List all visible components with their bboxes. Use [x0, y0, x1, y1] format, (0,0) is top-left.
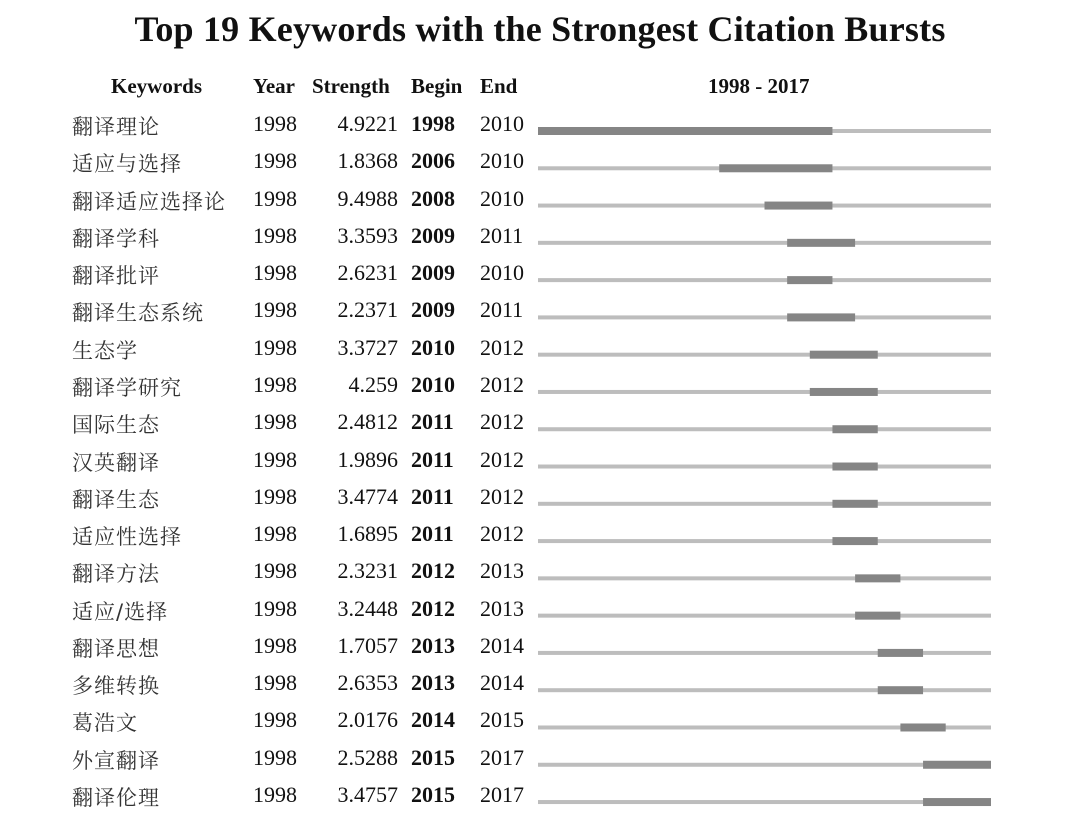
- end-cell: 2011: [480, 297, 524, 323]
- strength-cell: 3.4774: [337, 483, 398, 509]
- strength-cell: 4.9221: [337, 111, 398, 136]
- header-range: 1998 - 2017: [708, 74, 810, 98]
- keyword-cell: 翻译思想: [72, 636, 160, 661]
- strength-cell: 4.259: [348, 371, 398, 397]
- end-cell: 2012: [480, 521, 524, 547]
- year-cell: 1998: [253, 483, 297, 509]
- end-cell: 2017: [480, 744, 524, 770]
- strength-cell: 3.3593: [337, 222, 398, 248]
- begin-cell: 2012: [411, 595, 455, 621]
- burst-bar: [923, 761, 991, 769]
- timeline-baseline: [538, 539, 991, 543]
- keyword-cell: 汉英翻译: [72, 450, 160, 475]
- strength-cell: 1.9896: [337, 446, 398, 472]
- end-cell: 2014: [480, 670, 524, 696]
- end-cell: 2010: [480, 148, 524, 174]
- keyword-cell: 适应与选择: [72, 152, 182, 177]
- keyword-cell: 翻译方法: [72, 562, 160, 587]
- end-cell: 2012: [480, 409, 524, 435]
- year-cell: 1998: [253, 446, 297, 472]
- header-year: Year: [253, 74, 295, 98]
- timeline-baseline: [538, 278, 991, 282]
- begin-cell: 2010: [411, 371, 455, 397]
- keyword-cell: 适应/选择: [72, 599, 169, 624]
- keyword-cell: 翻译学科: [72, 226, 160, 251]
- year-cell: 1998: [253, 707, 297, 733]
- begin-cell: 2012: [411, 558, 455, 584]
- end-cell: 2012: [480, 483, 524, 509]
- keyword-cell: 适应性选择: [72, 525, 182, 550]
- keyword-cell: 翻译生态: [72, 487, 160, 512]
- end-cell: 2012: [480, 334, 524, 360]
- end-cell: 2013: [480, 595, 524, 621]
- strength-cell: 3.2448: [337, 595, 398, 621]
- begin-cell: 2011: [411, 521, 454, 547]
- end-cell: 2011: [480, 222, 524, 248]
- header-keywords: Keywords: [111, 74, 202, 98]
- strength-cell: 2.6353: [337, 670, 398, 696]
- keyword-cell: 翻译批评: [72, 264, 160, 289]
- year-cell: 1998: [253, 222, 297, 248]
- year-cell: 1998: [253, 334, 297, 360]
- timeline-baseline: [538, 427, 991, 431]
- burst-bar: [787, 313, 855, 321]
- burst-bar: [832, 537, 877, 545]
- year-cell: 1998: [253, 297, 297, 323]
- burst-bar: [878, 649, 923, 657]
- year-cell: 1998: [253, 521, 297, 547]
- timeline-baseline: [538, 465, 991, 469]
- header-end: End: [480, 74, 518, 98]
- burst-bar: [810, 351, 878, 359]
- end-cell: 2012: [480, 371, 524, 397]
- keyword-cell: 翻译学研究: [72, 375, 182, 400]
- begin-cell: 2011: [411, 446, 454, 472]
- end-cell: 2014: [480, 632, 524, 658]
- timeline-baseline: [538, 576, 991, 580]
- keyword-cell: 翻译适应选择论: [72, 189, 226, 214]
- header-strength: Strength: [312, 74, 390, 98]
- strength-cell: 2.2371: [337, 297, 398, 323]
- begin-cell: 2008: [411, 185, 455, 211]
- year-cell: 1998: [253, 185, 297, 211]
- year-cell: 1998: [253, 260, 297, 286]
- keyword-cell: 葛浩文: [72, 711, 138, 736]
- end-cell: 2010: [480, 185, 524, 211]
- strength-cell: 1.6895: [337, 521, 398, 547]
- year-cell: 1998: [253, 782, 297, 808]
- begin-cell: 2009: [411, 260, 455, 286]
- strength-cell: 2.4812: [337, 409, 398, 435]
- timeline-baseline: [538, 614, 991, 618]
- begin-cell: 2011: [411, 483, 454, 509]
- begin-cell: 2009: [411, 222, 455, 248]
- begin-cell: 1998: [411, 111, 455, 136]
- end-cell: 2017: [480, 782, 524, 808]
- strength-cell: 3.4757: [337, 782, 398, 808]
- strength-cell: 2.6231: [337, 260, 398, 286]
- end-cell: 2010: [480, 260, 524, 286]
- keyword-cell: 多维转换: [72, 674, 160, 699]
- keyword-cell: 国际生态: [72, 413, 160, 438]
- strength-cell: 1.8368: [337, 148, 398, 174]
- burst-bar: [832, 500, 877, 508]
- timeline-baseline: [538, 353, 991, 357]
- burst-bar: [538, 127, 832, 135]
- begin-cell: 2014: [411, 707, 455, 733]
- begin-cell: 2015: [411, 782, 455, 808]
- strength-cell: 2.5288: [337, 744, 398, 770]
- chart-title: Top 19 Keywords with the Strongest Citation Bursts: [134, 9, 946, 49]
- burst-bar: [719, 164, 832, 172]
- year-cell: 1998: [253, 558, 297, 584]
- keyword-cell: 翻译生态系统: [72, 301, 204, 326]
- end-cell: 2013: [480, 558, 524, 584]
- begin-cell: 2010: [411, 334, 455, 360]
- burst-bar: [900, 723, 945, 731]
- begin-cell: 2013: [411, 632, 455, 658]
- burst-bar: [765, 202, 833, 210]
- end-cell: 2010: [480, 111, 524, 136]
- end-cell: 2012: [480, 446, 524, 472]
- burst-bar: [787, 239, 855, 247]
- strength-cell: 3.3727: [337, 334, 398, 360]
- burst-bar: [855, 612, 900, 620]
- burst-bar: [855, 574, 900, 582]
- keyword-cell: 翻译理论: [72, 115, 160, 139]
- end-cell: 2015: [480, 707, 524, 733]
- year-cell: 1998: [253, 409, 297, 435]
- timeline-baseline: [538, 315, 991, 319]
- header-begin: Begin: [411, 74, 463, 98]
- strength-cell: 9.4988: [337, 185, 398, 211]
- burst-bar: [787, 276, 832, 284]
- year-cell: 1998: [253, 670, 297, 696]
- keyword-cell: 外宣翻译: [72, 748, 160, 773]
- year-cell: 1998: [253, 371, 297, 397]
- year-cell: 1998: [253, 111, 297, 136]
- begin-cell: 2011: [411, 409, 454, 435]
- begin-cell: 2013: [411, 670, 455, 696]
- begin-cell: 2009: [411, 297, 455, 323]
- keyword-cell: 翻译伦理: [72, 786, 160, 811]
- strength-cell: 2.0176: [337, 707, 398, 733]
- burst-bar: [878, 686, 923, 694]
- strength-cell: 1.7057: [337, 632, 398, 658]
- year-cell: 1998: [253, 744, 297, 770]
- burst-bar: [923, 798, 991, 806]
- begin-cell: 2006: [411, 148, 455, 174]
- begin-cell: 2015: [411, 744, 455, 770]
- strength-cell: 2.3231: [337, 558, 398, 584]
- burst-bar: [810, 388, 878, 396]
- timeline-baseline: [538, 502, 991, 506]
- burst-bar: [832, 463, 877, 471]
- timeline-baseline: [538, 390, 991, 394]
- year-cell: 1998: [253, 595, 297, 621]
- burst-bar: [832, 425, 877, 433]
- keyword-cell: 生态学: [72, 338, 138, 363]
- year-cell: 1998: [253, 632, 297, 658]
- timeline-baseline: [538, 241, 991, 245]
- year-cell: 1998: [253, 148, 297, 174]
